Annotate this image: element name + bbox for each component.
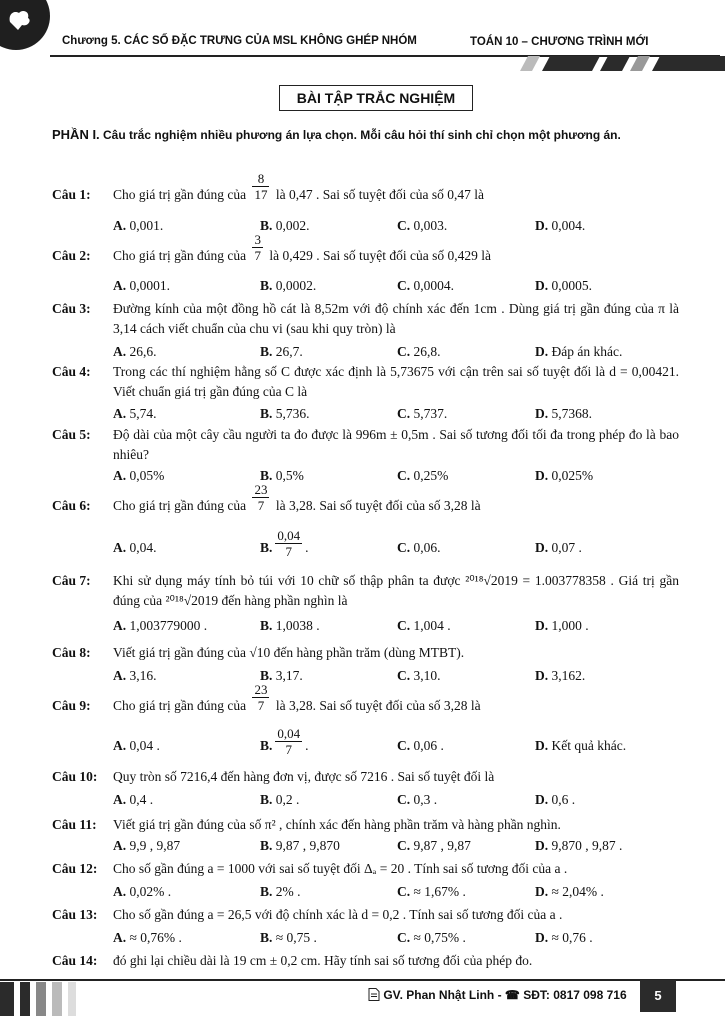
option-c[interactable]: C. 26,8. — [397, 344, 441, 359]
footer-divider — [0, 979, 725, 981]
options-row — [113, 836, 679, 856]
part-label: PHẦN I. — [52, 127, 100, 142]
option-c[interactable]: C. 0,06 . — [397, 738, 444, 753]
option-b[interactable]: B. $\frac{0,04}{7}$ . — [260, 726, 309, 757]
fraction: $\frac{0,04}{7}$ — [277, 726, 301, 757]
options-row — [113, 342, 679, 362]
footer-stripes-decoration — [0, 980, 90, 1016]
question-11 — [52, 815, 682, 859]
question-text: Quy tròn số 7216,4 đến hàng đơn vị, được số 7216 . Sai số tuyệt đối là — [113, 769, 495, 784]
option-c[interactable]: C. 9,87 , 9,87 — [397, 838, 471, 853]
question-3 — [52, 299, 682, 361]
question-1 — [52, 171, 682, 240]
phone-icon: ☎ — [504, 988, 520, 1002]
options-row — [113, 404, 679, 424]
option-a[interactable]: A. 9,9 , 9,87 — [113, 838, 181, 853]
option-b[interactable]: B. ≈ 0,75 . — [260, 930, 317, 945]
fraction-denominator: 7 — [254, 248, 261, 264]
fraction-denominator: 7 — [257, 498, 265, 514]
option-a[interactable]: A. 26,6. — [113, 344, 157, 359]
option-b[interactable]: B. 0,002. — [260, 218, 310, 233]
header-chapter-title: Chương 5. CÁC SỐ ĐẶC TRƯNG CỦA MSL KHÔNG GHÉP NHÓM — [62, 35, 417, 47]
question-number: Câu 8: — [52, 645, 91, 660]
question-8 — [52, 643, 682, 687]
option-a[interactable]: A. ≈ 0,76% . — [113, 930, 182, 945]
question-number: Câu 11: — [52, 817, 97, 832]
question-text-pre: Cho giá trị gần đúng của — [113, 248, 247, 263]
options-row — [113, 928, 679, 948]
fraction — [252, 682, 269, 713]
fraction — [252, 171, 269, 202]
question-number: Câu 14: — [52, 953, 98, 968]
options-row — [113, 666, 679, 686]
option-d[interactable]: D. ≈ 0,76 . — [535, 930, 593, 945]
option-b[interactable]: B. 9,87 , 9,870 — [260, 838, 340, 853]
question-text-post: là 0,47 . Sai số tuyệt đối của số 0,47 là — [275, 187, 484, 202]
option-d[interactable]: D. 0,0005. — [535, 278, 592, 293]
option-b[interactable]: B. $\frac{0,04}{7}$ . — [260, 528, 309, 559]
option-a[interactable]: A. 0,001. — [113, 218, 164, 233]
question-text: Đường kính của một đồng hồ cát là 8,52m với độ chính xác đến 1cm . Dùng giá trị gần đúng của π là 3,14 cách viết chuẩn của chu vi (sau khi quy tròn) là — [113, 301, 679, 336]
question-6 — [52, 482, 682, 568]
question-text: Khi sử dụng máy tính bỏ túi với 10 chữ số thập phân ta được ²⁰¹⁸√2019 = 1.003778358 . Giá trị gần đúng của ²⁰¹⁸√2019 đến hàng phần nghìn là — [113, 573, 679, 608]
option-c[interactable]: C. 0,3 . — [397, 792, 438, 807]
question-number: Câu 7: — [52, 573, 91, 588]
question-13 — [52, 905, 682, 949]
question-text — [113, 171, 679, 205]
option-d[interactable]: D. 5,7368. — [535, 406, 592, 421]
logo-icon — [0, 0, 50, 50]
options-row — [113, 616, 679, 636]
fraction — [252, 232, 263, 263]
author-name: GV. Phan Nhật Linh - — [383, 988, 502, 1002]
question-text: Cho số gần đúng a = 1000 với sai số tuyệt đối Δₐ = 20 . Tính sai số tương đối của a . — [113, 861, 568, 876]
question-number: Câu 9: — [52, 698, 91, 713]
option-b[interactable]: B. 0,0002. — [260, 278, 317, 293]
question-text-post: là 3,28. Sai số tuyệt đối của số 3,28 là — [275, 698, 481, 713]
question-number: Câu 6: — [52, 498, 91, 513]
question-number: Câu 5: — [52, 427, 91, 442]
part-instructions — [52, 125, 677, 145]
question-12 — [52, 859, 682, 903]
option-b[interactable]: B. 0,2 . — [260, 792, 300, 807]
question-text-pre: Cho giá trị gần đúng của — [113, 698, 247, 713]
question-text-post: là 0,429 . Sai số tuyệt đối của số 0,429 là — [269, 248, 491, 263]
option-d[interactable]: D. Kết quả khác. — [535, 738, 627, 753]
header-subject-title: TOÁN 10 – CHƯƠNG TRÌNH MỚI — [470, 36, 649, 48]
option-a[interactable]: A. 0,0001. — [113, 278, 170, 293]
question-text: Viết giá trị gần đúng của số π² , chính xác đến hàng phần trăm và hàng phần nghìn. — [113, 817, 561, 832]
option-d[interactable]: D. 3,162. — [535, 668, 586, 683]
option-c[interactable]: C. 0,003. — [397, 218, 448, 233]
option-c[interactable]: C. 1,004 . — [397, 618, 451, 633]
options-row — [113, 726, 679, 757]
question-text — [113, 482, 679, 516]
fraction: $\frac{0,04}{7}$ — [277, 528, 301, 559]
question-text-pre: Cho giá trị gần đúng của — [113, 187, 247, 202]
question-text — [113, 682, 679, 716]
options-row — [113, 216, 679, 236]
option-c[interactable]: C. 3,10. — [397, 668, 441, 683]
question-number: Câu 10: — [52, 769, 98, 784]
option-c[interactable]: C. 0,0004. — [397, 278, 454, 293]
question-text — [113, 232, 679, 266]
option-d[interactable]: D. 0,07 . — [535, 540, 582, 555]
question-7 — [52, 571, 682, 639]
option-d[interactable]: D. ≈ 2,04% . — [535, 884, 604, 899]
option-c[interactable]: C. ≈ 1,67% . — [397, 884, 466, 899]
option-b[interactable]: B. 2% . — [260, 884, 301, 899]
option-b[interactable]: B. 26,7. — [260, 344, 303, 359]
fraction-denominator: 17 — [254, 187, 268, 203]
option-c[interactable]: C. 0,25% — [397, 468, 449, 483]
question-5 — [52, 425, 682, 485]
question-text-post: là 3,28. Sai số tuyệt đối của số 3,28 là — [275, 498, 481, 513]
option-d[interactable]: D. 0,025% — [535, 468, 594, 483]
option-a[interactable]: A. 0,04 . — [113, 738, 160, 753]
part-text: Câu trắc nghiệm nhiều phương án lựa chọn. Mỗi câu hỏi thí sinh chỉ chọn một phương án. — [103, 128, 621, 142]
question-number: Câu 13: — [52, 907, 98, 922]
option-c[interactable]: C. 5,737. — [397, 406, 448, 421]
option-d[interactable]: D. Đáp án khác. — [535, 344, 623, 359]
question-number: Câu 4: — [52, 364, 91, 379]
question-text: đó ghi lại chiều dài là 19 cm ± 0,2 cm. Hãy tính sai số tương đối của phép đo. — [113, 953, 533, 968]
options-row — [113, 790, 679, 810]
options-row — [113, 528, 679, 559]
option-b[interactable]: B. 0,5% — [260, 468, 304, 483]
option-a[interactable]: A. 5,74. — [113, 406, 157, 421]
footer-author — [368, 988, 627, 1002]
option-a[interactable]: A. 3,16. — [113, 668, 157, 683]
option-d[interactable]: D. 0,6 . — [535, 792, 576, 807]
option-c[interactable]: C. 0,06. — [397, 540, 441, 555]
option-a[interactable]: A. 0,05% — [113, 468, 165, 483]
header-stripes-decoration — [510, 56, 725, 71]
options-row — [113, 466, 679, 486]
question-number: Câu 3: — [52, 301, 91, 316]
fraction-numerator: 23 — [254, 682, 268, 698]
option-d[interactable]: D. 1,000 . — [535, 618, 589, 633]
question-number: Câu 2: — [52, 248, 91, 263]
fraction-numerator: 3 — [254, 232, 261, 248]
option-a[interactable]: A. 0,4 . — [113, 792, 154, 807]
options-row — [113, 276, 679, 296]
option-b[interactable]: B. 1,0038 . — [260, 618, 320, 633]
option-d[interactable]: D. 9,870 , 9,87 . — [535, 838, 623, 853]
option-a[interactable]: A. 0,04. — [113, 540, 157, 555]
question-10 — [52, 767, 682, 811]
question-text: Độ dài của một cây cầu người ta đo được là 996m ± 0,5m . Sai số tương đối tối đa trong phép đo là bao nhiêu? — [113, 427, 679, 462]
question-number: Câu 12: — [52, 861, 98, 876]
question-text: Trong các thí nghiệm hằng số C được xác định là 5,73675 với cận trên sai số tuyệt đối là d = 0,00421. Viết chuẩn giá trị gần đúng của C là — [113, 364, 679, 399]
option-d[interactable]: D. 0,004. — [535, 218, 586, 233]
question-text-pre: Cho giá trị gần đúng của — [113, 498, 247, 513]
page-number: 5 — [640, 980, 676, 1012]
fraction-numerator: 8 — [252, 171, 269, 187]
question-text: Cho số gần đúng a = 26,5 với độ chính xác là d = 0,2 . Tính sai số tương đối của a . — [113, 907, 563, 922]
author-phone: SĐT: 0817 098 716 — [523, 988, 627, 1002]
fraction-denominator: 7 — [257, 698, 265, 714]
option-b[interactable]: B. 3,17. — [260, 668, 303, 683]
option-a[interactable]: A. 0,02% . — [113, 884, 172, 899]
section-title: BÀI TẬP TRẮC NGHIỆM — [279, 85, 473, 111]
question-4 — [52, 362, 682, 424]
option-b[interactable]: B. 5,736. — [260, 406, 310, 421]
question-number: Câu 1: — [52, 187, 91, 202]
fraction-numerator: 23 — [254, 482, 268, 498]
question-2 — [52, 232, 682, 298]
option-c[interactable]: C. ≈ 0,75% . — [397, 930, 466, 945]
question-14 — [52, 951, 682, 973]
option-a[interactable]: A. 1,003779000 . — [113, 618, 208, 633]
options-row — [113, 882, 679, 902]
document-icon — [368, 988, 380, 1001]
question-9 — [52, 682, 682, 766]
fraction — [252, 482, 269, 513]
question-text: Viết giá trị gần đúng của √10 đến hàng phần trăm (dùng MTBT). — [113, 645, 465, 660]
